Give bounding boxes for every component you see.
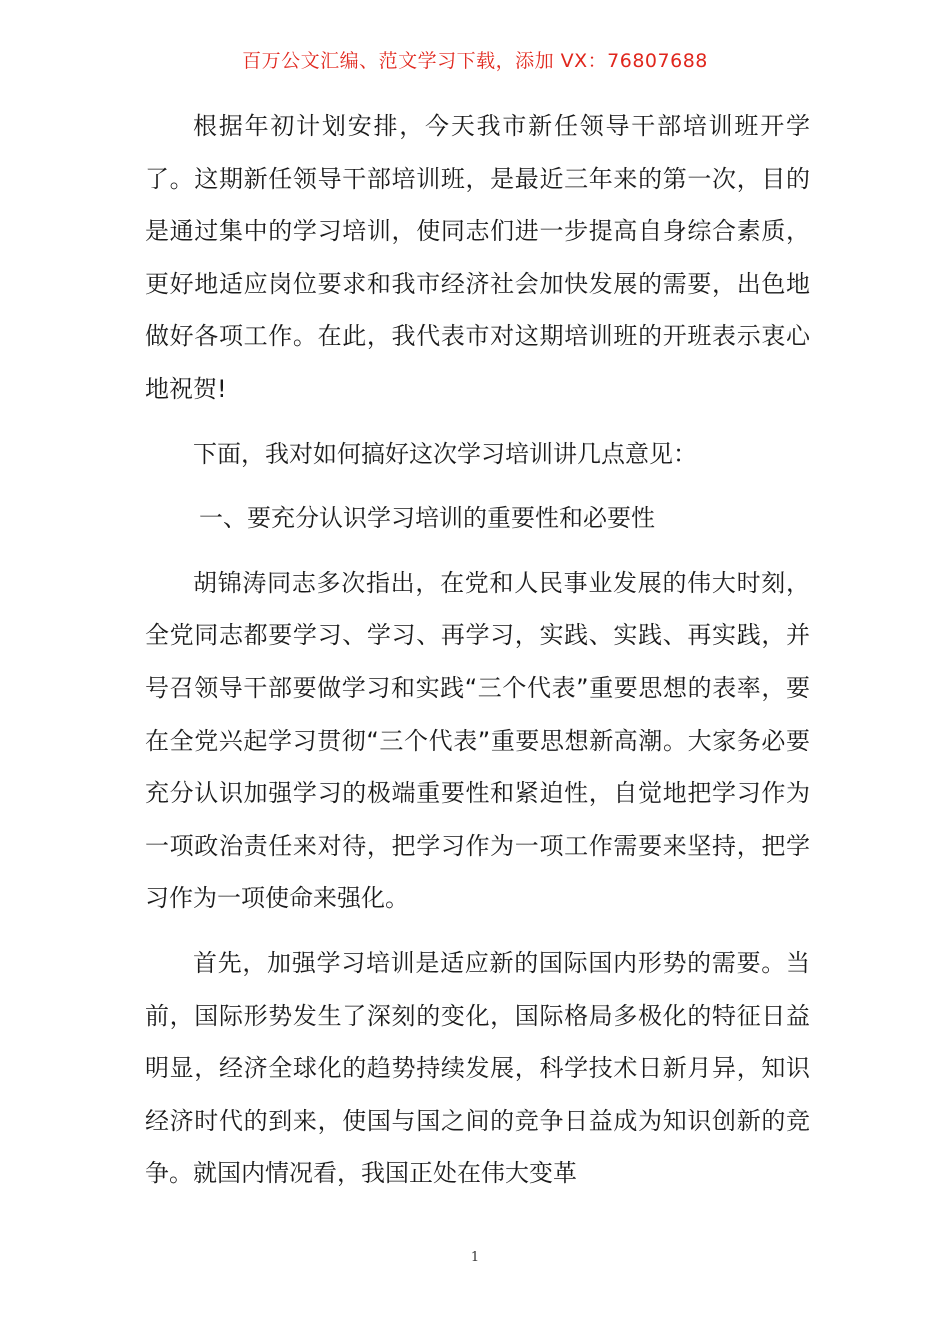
section-heading-1: 一、要充分认识学习培训的重要性和必要性 bbox=[199, 504, 655, 533]
document-body bbox=[145, 100, 810, 1212]
page-number: 1 bbox=[470, 1250, 480, 1265]
header-banner: 百万公文汇编、范文学习下载，添加 VX：76807688 bbox=[242, 50, 708, 72]
paragraph-first-point: 首先，加强学习培训是适应新的国际国内形势的需要。当前，国际形势发生了深刻的变化，国际格局多极化的特征日益明显，经济全球化的趋势持续发展，科学技术日新月异，知识经济时代的到来，使国与国之间的竞争日益成为知识创新的竞争。就国内情况看，我国正处在伟大变革 bbox=[145, 948, 810, 1188]
paragraph-opening: 根据年初计划安排，今天我市新任领导干部培训班开学了。这期新任领导干部培训班，是最近三年来的第一次，目的是通过集中的学习培训，使同志们进一步提高自身综合素质，更好地适应岗位要求和我市经济社会加快发展的需要，出色地做好各项工作。在此，我代表市对这期培训班的开班表示衷心地祝贺! bbox=[145, 112, 810, 403]
paragraph-intro: 下面，我对如何搞好这次学习培训讲几点意见： bbox=[193, 439, 697, 468]
paragraph-section-1: 胡锦涛同志多次指出，在党和人民事业发展的伟大时刻，全党同志都要学习、学习、再学习，实践、实践、再实践，并号召领导干部要做学习和实践“三个代表”重要思想的表率，要在全党兴起学习贯彻“三个代表”重要思想新高潮。大家务必要充分认识加强学习的极端重要性和紧迫性，自觉地把学习作为一项政治责任来对待，把学习作为一项工作需要来坚持，把学习作为一项使命来强化。 bbox=[145, 568, 810, 913]
